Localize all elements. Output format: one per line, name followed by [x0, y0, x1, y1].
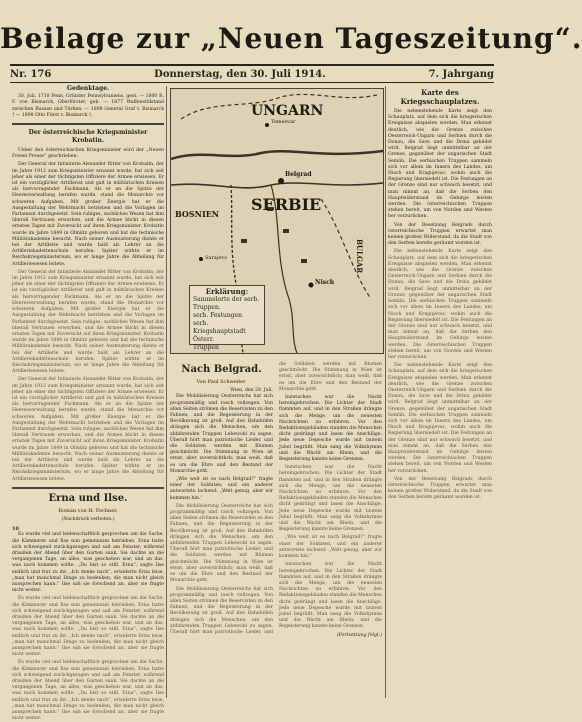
map-label-bulgarien: BULGAR: [355, 239, 364, 274]
save-river: [171, 183, 383, 188]
belgrad-dateline: Wien, den 28. Juli.: [230, 388, 273, 394]
novel-body-cont3: Inzwischen war die Nacht hereingebrochen. Die Lichter der Stadt flammten auf, und in den Straßen drängte sich die Menge, um die neuesten Nachrichten zu erfahren. Vor den Redaktionsgebäuden standen die Menschen dicht gedrängt und lasen die Anschläge. Jede neue Depesche wurde mit lautem Jubel begrüßt. Man sang die Volkshymne und die Wacht am Rhein, und die Begeisterung kannte keine Grenzen.: [279, 562, 382, 630]
krobatin-body-cont: Der General der Infanterie Alexander Ritter von Krobatin, der im Jahre 1912 zum Kriegsminister ernannt wurde, hat sich seit jeher als einer der tüchtigsten Offiziere der Armee erwiesen. Er ist ein vorzüglicher Artillerist und galt in militärischen Kreisen als hervorragender Fachmann. Als er an die Spitze der Heeresverwaltung berufen wurde, stand die Monarchie vor schweren Aufgaben. Mit großer Energie hat er die Ausgestaltung der Wehrmacht betrieben und die Vorlagen im Parlament durchgesetzt. Sein ruhiges, sachliches Wesen hat ihm überall Vertrauen erworben, und die Armee blickt in diesen ernsten Tagen mit Zuversicht auf ihren Kriegsminister. Krobatin wurde im Jahre 1849 in Olmütz geboren und hat die technische Militärakademie besucht. Nach seiner Ausmusterung diente er bei der Artillerie und wurde bald als Lehrer an die Artilleriekadettenschule berufen. Später wirkte er im Reichskriegsministerium, wo er lange Jahre die Abteilung für Artilleriewesen leitete.: [12, 269, 164, 375]
belgrad-body-cont: Die Mobilisierung Oesterreichs hat sich programmäßig und rasch vollzogen. Von allen Seiten strömen die Reservisten zu den Fahnen, und die Begeisterung in der Bevölkerung ist groß. Auf den Bahnhöfen drängen sich die Menschen, um den abfahrenden Truppen Lebewohl zu sagen. Überall hört man patriotische Lieder, und die Soldaten werden mit Blumen geschmückt. Die Stimmung in Wien ist ernst, aber zuversichtlich; man weiß, daß es um die Ehre und den Bestand der Monarchie geht.: [170, 503, 273, 584]
legend-line: Truppen.: [193, 304, 221, 311]
dateline-bar: [10, 64, 494, 83]
divider: [12, 487, 164, 489]
sarajevo-marker: [199, 257, 203, 261]
roman-body: Es wurde viel und leidenschaftlich gesprochen um die Sache, die Kämmerer und Ilse nun gemeinsam betrieben. Erna hatte sich schweigend zurückgezogen und saß am Fenster, während draußen der Abend über den Garten sank. Sie dachte an die vergangenen Tage, an alles, was geschehen war, und an das, was noch kommen sollte. „Du bist so still, Erna“, sagte Ilse endlich und trat zu ihr. „Ich denke nach“, erwiderte Erna leise, „man hat manchmal Dinge zu bedenken, die man nicht gleich aussprechen kann.“ Ilse sah sie forschend an, aber sie fragte nicht weiter.: [12, 532, 164, 594]
legend-line: Sammelorte der serb.: [193, 296, 260, 303]
map-label-belgrad: Belgrad: [285, 171, 312, 178]
karte-body-cont2: Die nebenstehende Karte zeigt den Schauplatz, auf dem sich die kriegerischen Ereignisse abspielen werden. Man erkennt deutlich, wie die Grenze zwischen Oesterreich-Ungarn und Serbien durch die Donau, die Save und die Drina gebildet wird. Belgrad liegt unmittelbar an der Grenze, gegenüber der ungarischen Stadt Semlin. Die serbischen Truppen sammeln sich vor allem im Innern des Landes, um Nisch und Kragujevac, wohin auch die Regierung übersiedelt ist. Die Festungen an der Grenze sind nur schwach besetzt, und man nimmt an, daß die Serben den Hauptwiderstand im Gebirge leisten werden. Die österreichischen Truppen stehen bereit, um von Norden und Westen her vorzurücken.: [388, 363, 492, 474]
map-legend: [189, 285, 265, 351]
novel-body-cont: Inzwischen war die Nacht hereingebrochen. Die Lichter der Stadt flammten auf, und in den Straßen drängte sich die Menge, um die neuesten Nachrichten zu erfahren. Vor den Redaktionsgebäuden standen die Menschen dicht gedrängt und lasen die Anschläge. Jede neue Depesche wurde mit lautem Jubel begrüßt. Man sang die Volkshymne und die Wacht am Rhein, und die Begeisterung kannte keine Grenzen.: [279, 465, 382, 533]
map-label-sarajevo: Sarajevo: [205, 255, 228, 261]
belgrad-body-cont2: Die Mobilisierung Oesterreichs hat sich programmäßig und rasch vollzogen. Von allen Seiten strömen die Reservisten zu den Fahnen, und die Begeisterung in der Bevölkerung ist groß. Auf den Bahnhöfen drängen sich die Menschen, um den abfahrenden Truppen Lebewohl zu sagen. Überall hört man patriotische Lieder, und die Soldaten werden mit Blumen geschmückt. Die Stimmung in Wien ist ernst, aber zuversichtlich; man weiß, daß es um die Ehre und den Bestand der Monarchie geht.: [170, 362, 382, 635]
temesvar-marker: [265, 123, 269, 127]
map-label-serbien: SERBIE: [251, 195, 322, 214]
belgrad-body: Die Mobilisierung Oesterreichs hat sich programmäßig und rasch vollzogen. Von allen Seiten strömen die Reservisten zu den Fahnen, und die Begeisterung in der Bevölkerung ist groß. Auf den Bahnhöfen drängen sich die Menschen, um den abfahrenden Truppen Lebewohl zu sagen. Überall hört man patriotische Lieder, und die Soldaten werden mit Blumen geschmückt. Die Stimmung in Wien ist ernst, aber zuversichtlich; man weiß, daß es um die Ehre und den Bestand der Monarchie geht.: [170, 394, 273, 474]
novel-signoff: (Fortsetzung folgt.): [336, 632, 382, 638]
gedenktage-text: 30. Juli. 1718 Penn, Gründer Pennsylvaniens, gest. — 1800 R. F. von Bismarck, Oberförster, geb. — 1877 Waffenstillstand zwischen Russen und Türken. — 1898 General Graf v. Bismarck † — 1898 Otto Fürst v. Bismarck †.: [12, 94, 164, 118]
column-rule: [385, 86, 386, 698]
gedenktage-title: Gedenktage.: [66, 85, 110, 92]
legend-title: Erklärung:: [205, 287, 249, 296]
belgrad-dialog: „Wie weit ist es nach Belgrad?“ fragte einer der Soldaten, und ein anderer antwortete lachend: „Weit genug, aber wir kommen hin.“: [170, 477, 273, 501]
roman-section: 10: [12, 526, 19, 533]
divider: [12, 123, 164, 125]
war-map: [170, 88, 384, 354]
krobatin-body-cont2: Der General der Infanterie Alexander Ritter von Krobatin, der im Jahre 1912 zum Kriegsminister ernannt wurde, hat sich seit jeher als einer der tüchtigsten Offiziere der Armee erwiesen. Er ist ein vorzüglicher Artillerist und galt in militärischen Kreisen als hervorragender Fachmann. Als er an die Spitze der Heeresverwaltung berufen wurde, stand die Monarchie vor schweren Aufgaben. Mit großer Energie hat er die Ausgestaltung der Wehrmacht betrieben und die Vorlagen im Parlament durchgesetzt. Sein ruhiges, sachliches Wesen hat ihm überall Vertrauen erworben, und die Armee blickt in diesen ernsten Tagen mit Zuversicht auf ihren Kriegsminister. Krobatin wurde im Jahre 1849 in Olmütz geboren und hat die technische Militärakademie besucht. Nach seiner Ausmusterung diente er bei der Artillerie und wurde bald als Lehrer an die Artilleriekadettenschule berufen. Später wirkte er im Reichskriegsministerium, wo er lange Jahre die Abteilung für Artilleriewesen leitete.: [12, 377, 164, 482]
novel-body-cont2: „Wie weit ist es nach Belgrad?“ fragte einer der Soldaten, und ein anderer antwortete lachend: „Weit genug, aber wir kommen hin.“: [279, 535, 382, 560]
roman-body-cont2: Es wurde viel und leidenschaftlich gesprochen um die Sache, die Kämmerer und Ilse nun gemeinsam betrieben. Erna hatte sich schweigend zurückgezogen und saß am Fenster, während draußen der Abend über den Garten sank. Sie dachte an die vergangenen Tage, an alles, was geschehen war, und an das, was noch kommen sollte. „Du bist so still, Erna“, sagte Ilse endlich und trat zu ihr. „Ich denke nach“, erwiderte Erna leise, „man hat manchmal Dinge zu bedenken, die man nicht gleich aussprechen kann.“ Ilse sah sie forschend an, aber sie fragte nicht weiter.: [12, 660, 164, 722]
legend-line: Österr.: [193, 336, 214, 343]
legend-line: serb. Festungen: [193, 312, 243, 319]
roman-body-cont: Es wurde viel und leidenschaftlich gesprochen um die Sache, die Kämmerer und Ilse nun gemeinsam betrieben. Erna hatte sich schweigend zurückgezogen und saß am Fenster, während draußen der Abend über den Garten sank. Sie dachte an die vergangenen Tage, an alles, was geschehen war, und an das, was noch kommen sollte. „Du bist so still, Erna“, sagte Ilse endlich und trat zu ihr. „Ich denke nach“, erwiderte Erna leise, „man hat manchmal Dinge zu bedenken, die man nicht gleich aussprechen kann.“ Ilse sah sie forschend an, aber sie fragte nicht weiter.: [12, 596, 164, 658]
troop-markers: [241, 207, 307, 263]
legend-line: serb. Kriegshauptstadt: [193, 320, 246, 335]
map-label-ungarn: UNGARN: [251, 103, 324, 119]
legend-line: Truppen: [193, 344, 219, 351]
left-column: [12, 85, 164, 722]
karte-body-cont: Die nebenstehende Karte zeigt den Schauplatz, auf dem sich die kriegerischen Ereignisse abspielen werden. Man erkennt deutlich, wie die Grenze zwischen Oesterreich-Ungarn und Serbien durch die Donau, die Save und die Drina gebildet wird. Belgrad liegt unmittelbar an der Grenze, gegenüber der ungarischen Stadt Semlin. Die serbischen Truppen sammeln sich vor allem im Innern des Landes, um Nisch und Kragujevac, wohin auch die Regierung übersiedelt ist. Die Festungen an der Grenze sind nur schwach besetzt, und man nimmt an, daß die Serben den Hauptwiderstand im Gebirge leisten werden. Die österreichischen Truppen stehen bereit, um von Norden und Westen her vorzurücken.: [388, 249, 492, 360]
roman-title: Erna und Ilse.: [48, 492, 128, 504]
column-rule: [166, 86, 167, 698]
middle-column: [170, 362, 382, 698]
belgrad-author: Von Paul Schweder.: [196, 379, 247, 385]
danube-river: [171, 151, 383, 159]
karte-body2: Von der Besetzung Belgrads durch österreichische Truppen erwartet man keinen großen Widerstand, da die Stadt von den Serben bereits geräumt worden ist.: [388, 222, 492, 247]
masthead-title: Beilage zur „Neuen Tageszeitung“.: [0, 22, 582, 55]
roman-subtitle: Roman von H. Fechner.: [58, 507, 118, 514]
map-label-temesvar: Temesvar: [271, 119, 296, 125]
roman-note: (Nachdruck verboten.): [61, 516, 115, 522]
belgrad-title: Nach Belgrad.: [181, 364, 262, 375]
map-label-bosnien: BOSNIEN: [175, 209, 220, 219]
right-column: [388, 86, 492, 698]
issue-number: Nr. 176: [10, 68, 52, 80]
volume-label: 7. Jahrgang: [428, 68, 494, 80]
krobatin-title: Der österreichische Kriegsminister Krobatin.: [28, 129, 148, 145]
belgrad-marker: [278, 178, 284, 184]
karte-body: Die nebenstehende Karte zeigt den Schauplatz, auf dem sich die kriegerischen Ereignisse abspielen werden. Man erkennt deutlich, wie die Grenze zwischen Oesterreich-Ungarn und Serbien durch die Donau, die Save und die Drina gebildet wird. Belgrad liegt unmittelbar an der Grenze, gegenüber der ungarischen Stadt Semlin. Die serbischen Truppen sammeln sich vor allem im Innern des Landes, um Nisch und Kragujevac, wohin auch die Regierung übersiedelt ist. Die Festungen an der Grenze sind nur schwach besetzt, und man nimmt an, daß die Serben den Hauptwiderstand im Gebirge leisten werden. Die österreichischen Truppen stehen bereit, um von Norden und Westen her vorzurücken.: [388, 109, 492, 220]
nisch-marker: [309, 283, 314, 288]
novel-body: Inzwischen war die Nacht hereingebrochen. Die Lichter der Stadt flammten auf, und in den Straßen drängte sich die Menge, um die neuesten Nachrichten zu erfahren. Vor den Redaktionsgebäuden standen die Menschen dicht gedrängt und lasen die Anschläge. Jede neue Depesche wurde mit lautem Jubel begrüßt. Man sang die Volkshymne und die Wacht am Rhein, und die Begeisterung kannte keine Grenzen.: [279, 395, 382, 463]
karte-title: Karte des Kriegsschauplatzes.: [400, 88, 480, 106]
middle-columns: [170, 362, 382, 698]
krobatin-body: Der General der Infanterie Alexander Ritter von Krobatin, der im Jahre 1912 zum Kriegsminister ernannt wurde, hat sich seit jeher als einer der tüchtigsten Offiziere der Armee erwiesen. Er ist ein vorzüglicher Artillerist und galt in militärischen Kreisen als hervorragender Fachmann. Als er an die Spitze der Heeresverwaltung berufen wurde, stand die Monarchie vor schweren Aufgaben. Mit großer Energie hat er die Ausgestaltung der Wehrmacht betrieben und die Vorlagen im Parlament durchgesetzt. Sein ruhiges, sachliches Wesen hat ihm überall Vertrauen erworben, und die Armee blickt in diesen ernsten Tagen mit Zuversicht auf ihren Kriegsminister. Krobatin wurde im Jahre 1849 in Olmütz geboren und hat die technische Militärakademie besucht. Nach seiner Ausmusterung diente er bei der Artillerie und wurde bald als Lehrer an die Artilleriekadettenschule berufen. Später wirkte er im Reichskriegsministerium, wo er lange Jahre die Abteilung für Artilleriewesen leitete.: [12, 162, 164, 267]
map-label-nisch: Nisch: [315, 279, 335, 286]
krobatin-intro: Ueber den österreichischen Kriegsminister wird der „Neuen Freien Presse“ geschrieben:: [12, 148, 164, 160]
issue-date: Donnerstag, den 30. Juli 1914.: [154, 68, 326, 80]
karte-body-cont3: Von der Besetzung Belgrads durch österreichische Truppen erwartet man keinen großen Widerstand, da die Stadt von den Serben bereits geräumt worden ist.: [388, 476, 492, 501]
